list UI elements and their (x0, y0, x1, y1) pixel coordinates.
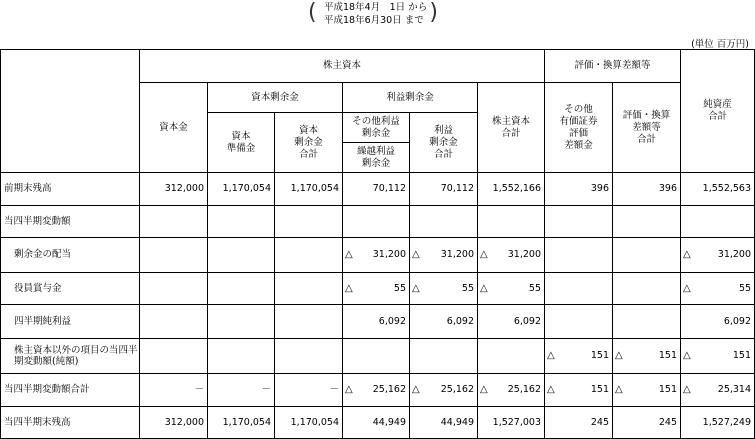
header-equity-total: 株主資本 合計 (478, 83, 545, 173)
value-cell (140, 407, 208, 439)
value-cell (343, 273, 410, 305)
header-net-assets: 純資産 合計 (681, 50, 755, 173)
value-cell (208, 173, 275, 206)
value-cell (545, 273, 613, 305)
table-row (1, 238, 755, 273)
value-text: － (329, 384, 339, 395)
value-text: 31,200 (507, 249, 542, 260)
negative-marker: △ (615, 350, 623, 361)
value-cell (208, 238, 275, 273)
value-text: 6,092 (723, 315, 752, 327)
period-end: 平成18年6月30日 まで (324, 15, 424, 26)
value-cell (545, 238, 613, 273)
value-cell (140, 273, 208, 305)
value-text: 1,552,563 (702, 183, 752, 194)
value-text: 31,200 (440, 249, 474, 260)
negative-marker: △ (615, 384, 623, 395)
value-cell (478, 173, 545, 206)
value-cell (343, 339, 410, 374)
value-cell (275, 374, 343, 407)
value-cell (478, 238, 545, 273)
value-text: 31,200 (717, 249, 752, 260)
value-text: 151 (590, 350, 610, 361)
value-text: 6,092 (446, 315, 474, 327)
value-cell (140, 339, 208, 374)
table-row (1, 339, 755, 374)
value-cell (681, 273, 755, 305)
table-row (1, 273, 755, 305)
value-text: 151 (590, 384, 610, 395)
value-cell (275, 339, 343, 374)
row-label: 剰余金の配当 (1, 238, 140, 273)
value-cell (613, 339, 681, 374)
negative-marker: △ (547, 384, 555, 395)
value-cell (343, 374, 410, 407)
value-cell (275, 273, 343, 305)
value-text: 44,949 (440, 416, 474, 428)
value-cell (343, 238, 410, 273)
value-cell (208, 206, 275, 238)
header-valuation: 評価・換算差額等 (545, 50, 681, 83)
value-cell (208, 339, 275, 374)
value-cell (545, 407, 613, 439)
value-cell (343, 407, 410, 439)
value-cell (545, 374, 613, 407)
equity-statement-table (0, 49, 755, 439)
table-body (1, 173, 755, 439)
value-text: 25,162 (372, 384, 406, 395)
row-label: 当四半期末残高 (1, 407, 140, 439)
value-cell (275, 407, 343, 439)
period-start: 平成18年4月 1日 から (324, 2, 428, 13)
value-text: － (194, 384, 204, 395)
value-cell (681, 206, 755, 238)
value-cell (410, 305, 478, 339)
table-row (1, 206, 755, 238)
negative-marker: △ (683, 350, 691, 361)
value-cell (410, 238, 478, 273)
value-cell (140, 206, 208, 238)
negative-marker: △ (412, 249, 420, 260)
value-text: 6,092 (378, 315, 406, 327)
negative-marker: △ (345, 249, 353, 260)
value-cell (613, 238, 681, 273)
value-text: 245 (658, 416, 678, 428)
value-text: 44,949 (372, 416, 406, 428)
value-cell (681, 339, 755, 374)
value-text: 151 (658, 384, 678, 395)
negative-marker: △ (683, 384, 691, 395)
value-cell (681, 374, 755, 407)
value-cell (681, 238, 755, 273)
bracket-right: ) (429, 0, 438, 25)
value-text: 151 (732, 350, 752, 361)
value-text: 396 (658, 183, 678, 194)
value-cell (275, 238, 343, 273)
value-text: 55 (461, 282, 474, 294)
value-cell (410, 273, 478, 305)
value-cell (613, 374, 681, 407)
value-cell (478, 407, 545, 439)
value-text: 151 (658, 350, 678, 361)
value-text: 1,170,054 (290, 183, 339, 194)
value-cell (343, 173, 410, 206)
value-cell (410, 374, 478, 407)
value-cell (275, 305, 343, 339)
value-text: 31,200 (372, 249, 406, 260)
negative-marker: △ (683, 249, 691, 260)
value-text: 312,000 (164, 416, 204, 428)
header-capital-stock: 資本金 (140, 83, 208, 173)
value-cell (545, 339, 613, 374)
value-cell (275, 173, 343, 206)
value-cell (410, 173, 478, 206)
negative-marker: △ (480, 249, 488, 260)
table-row (1, 407, 755, 439)
negative-marker: △ (412, 384, 420, 395)
row-label: 当四半期変動額合計 (1, 374, 140, 407)
value-text: 70,112 (440, 183, 474, 194)
negative-marker: △ (345, 384, 353, 395)
value-text: 6,092 (513, 315, 542, 327)
value-cell (208, 305, 275, 339)
negative-marker: △ (480, 384, 488, 395)
negative-marker: △ (683, 282, 691, 294)
value-cell (478, 374, 545, 407)
value-text: 25,314 (717, 384, 752, 395)
value-text: 1,170,054 (222, 183, 271, 194)
value-cell (275, 206, 343, 238)
value-cell (208, 407, 275, 439)
value-cell (410, 407, 478, 439)
unit-label: (単位 百万円) (691, 39, 749, 50)
value-cell (208, 374, 275, 407)
value-cell (343, 206, 410, 238)
value-cell (681, 407, 755, 439)
table-row (1, 173, 755, 206)
negative-marker: △ (547, 350, 555, 361)
value-cell (343, 305, 410, 339)
value-cell (613, 206, 681, 238)
row-label: 役員賞与金 (1, 273, 140, 305)
value-cell (545, 173, 613, 206)
value-cell (478, 273, 545, 305)
value-cell (545, 305, 613, 339)
bracket-left: ( (308, 0, 317, 25)
value-cell (410, 339, 478, 374)
value-text: 1,170,054 (290, 416, 339, 428)
value-cell (140, 374, 208, 407)
row-label: 株主資本以外の項目の当四半期変動額(純額) (1, 339, 140, 374)
header-other-retained: その他利益 剰余金 (343, 113, 410, 143)
value-text: 25,162 (440, 384, 474, 395)
header-valuation-total: 評価・換算 差額等 合計 (613, 83, 681, 173)
value-text: 1,527,249 (702, 416, 752, 428)
row-label: 当四半期変動額 (1, 206, 140, 238)
value-cell (478, 305, 545, 339)
value-cell (140, 305, 208, 339)
value-text: 55 (528, 282, 542, 294)
value-text: 55 (738, 282, 752, 294)
value-cell (410, 206, 478, 238)
table-row (1, 374, 755, 407)
negative-marker: △ (345, 282, 353, 294)
header-carried-forward: 繰越利益 剰余金 (343, 143, 410, 173)
period-range (308, 0, 438, 28)
value-text: 396 (590, 183, 610, 194)
header-shareholders-equity: 株主資本 (140, 50, 545, 83)
value-text: 70,112 (372, 183, 406, 194)
value-cell (208, 273, 275, 305)
value-text: 1,552,166 (492, 183, 542, 194)
negative-marker: △ (480, 282, 488, 294)
value-cell (545, 206, 613, 238)
header-blank (1, 50, 140, 173)
value-cell (613, 273, 681, 305)
value-cell (478, 206, 545, 238)
value-cell (681, 305, 755, 339)
value-cell (613, 173, 681, 206)
value-text: － (261, 384, 271, 395)
value-cell (613, 305, 681, 339)
header-retained-earnings: 利益剰余金 (343, 83, 478, 113)
value-cell (681, 173, 755, 206)
header-capital-surplus: 資本剰余金 (208, 83, 343, 113)
header-securities-diff: その他 有価証券 評価 差額金 (545, 83, 613, 173)
header-retained-total: 利益 剰余金 合計 (410, 113, 478, 173)
value-text: 312,000 (164, 183, 204, 194)
value-text: 245 (590, 416, 610, 428)
row-label: 四半期純利益 (1, 305, 140, 339)
value-cell (613, 407, 681, 439)
value-text: 1,527,003 (492, 416, 542, 428)
table-row (1, 305, 755, 339)
value-text: 55 (393, 282, 406, 294)
row-label: 前期末残高 (1, 173, 140, 206)
negative-marker: △ (412, 282, 420, 294)
header-capital-surplus-total: 資本 剰余金 合計 (275, 113, 343, 173)
value-text: 1,170,054 (222, 416, 271, 428)
header-capital-reserve: 資本 準備金 (208, 113, 275, 173)
value-cell (140, 238, 208, 273)
value-cell (478, 339, 545, 374)
value-cell (140, 173, 208, 206)
value-text: 25,162 (507, 384, 542, 395)
